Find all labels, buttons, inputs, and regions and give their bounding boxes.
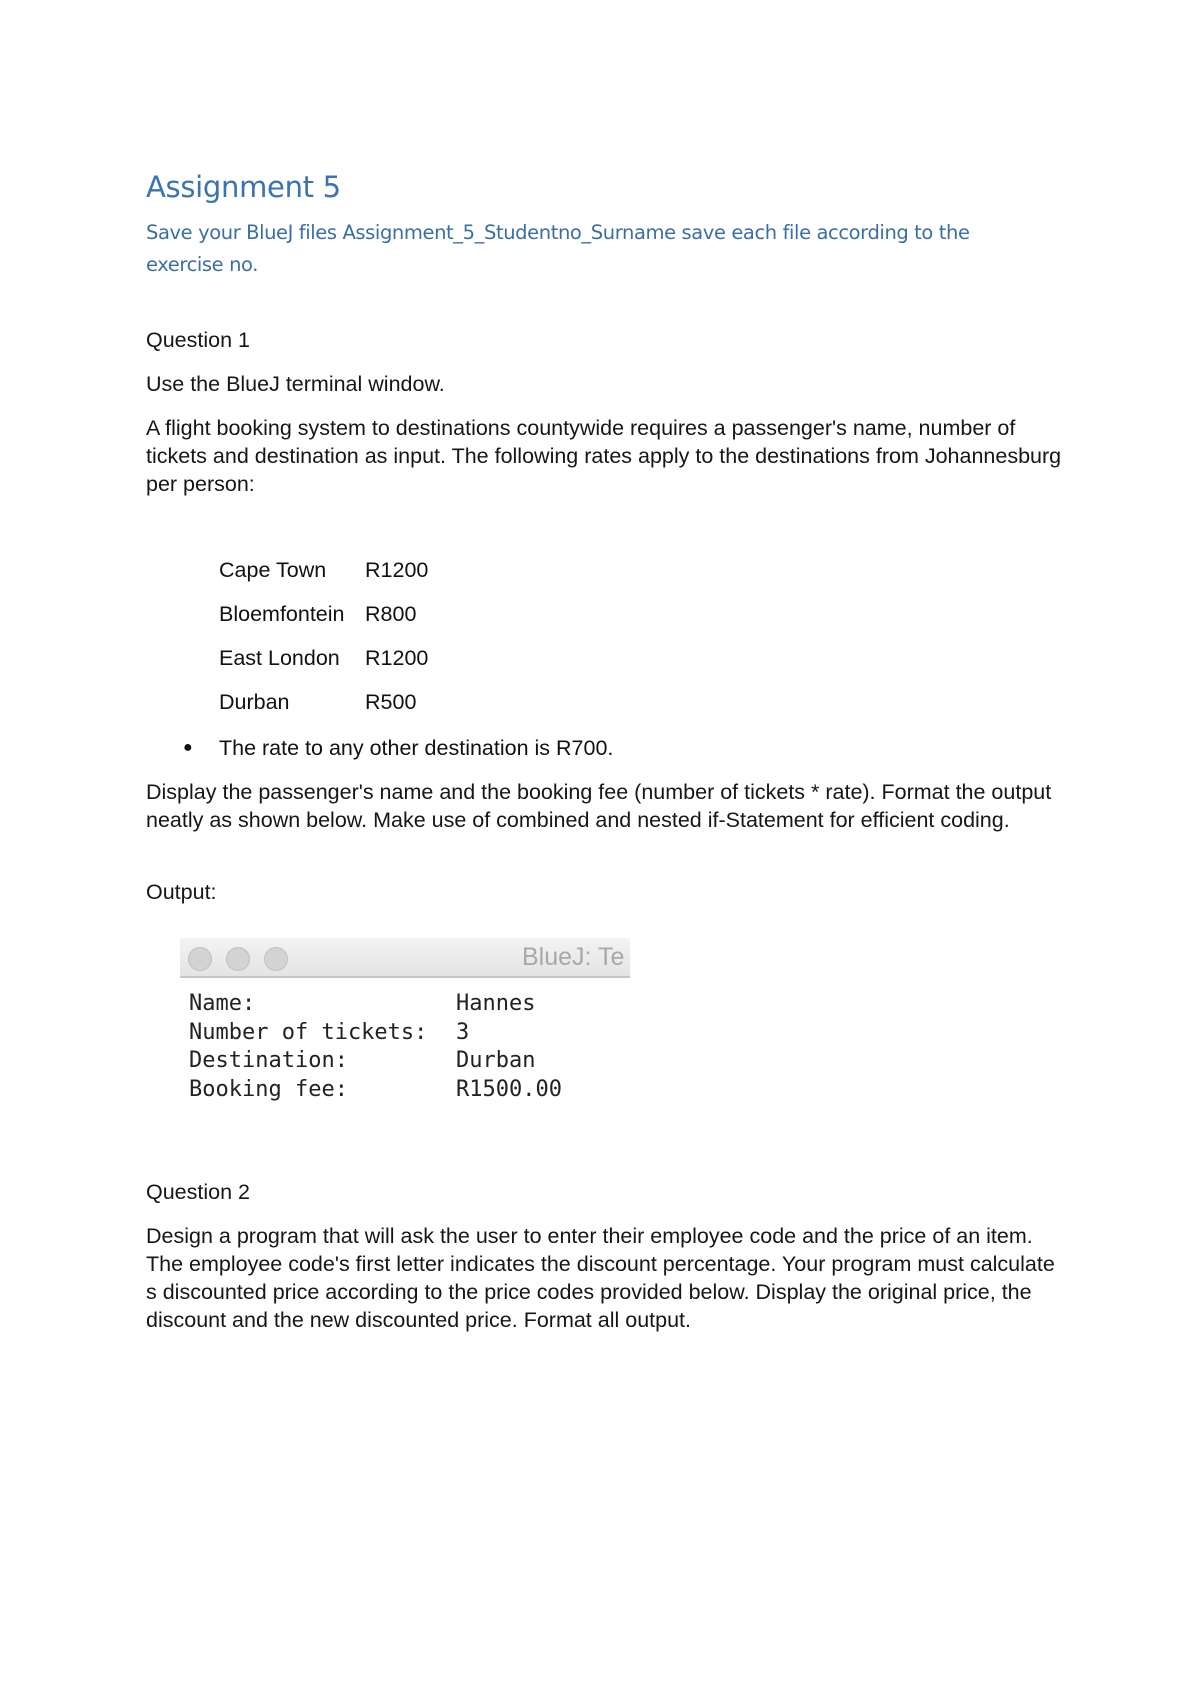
terminal-row <box>189 1076 630 1105</box>
terminal-title: BlueJ: Te <box>522 943 625 971</box>
bullet-item <box>183 734 613 762</box>
terminal-label: Booking fee: <box>189 1076 348 1102</box>
terminal-label: Number of tickets: <box>189 1019 428 1045</box>
close-dot-icon <box>188 947 212 971</box>
rate-row <box>219 644 428 688</box>
terminal-row <box>189 1019 630 1048</box>
terminal-row <box>189 990 630 1019</box>
rate-destination: Durban <box>219 690 290 714</box>
zoom-dot-icon <box>264 947 288 971</box>
terminal-window-screenshot <box>180 938 630 1118</box>
question-2-heading: Question 2 <box>146 1180 250 1204</box>
question-2-paragraph: Design a program that will ask the user to enter their employee code and the price of an item. The employee code's first letter indicates the discount percentage. Your program must calculate s discounted price according to the price codes provided below. Display the original price, the discount and the new discounted price. Format all output. <box>146 1224 1055 1332</box>
page-subtitle: Save your BlueJ files Assignment_5_Studentno_Surname save each file according to the exercise no. <box>146 221 970 276</box>
terminal-label: Destination: <box>189 1048 348 1073</box>
rate-destination: East London <box>219 646 340 670</box>
question-1-instructions: Display the passenger's name and the booking fee (number of tickets * rate). Format the output neatly as shown below. Make use of combined and nested if-Statement for efficient coding. <box>146 780 1052 832</box>
output-label: Output: <box>146 880 217 904</box>
terminal-row <box>189 1047 630 1076</box>
rate-row <box>219 556 428 600</box>
rate-row <box>219 600 428 644</box>
bullet-icon: ● <box>183 739 193 756</box>
page-title: Assignment 5 <box>146 170 341 204</box>
terminal-label: Name: <box>189 991 256 1016</box>
rate-value: R500 <box>365 690 417 714</box>
question-1-intro: Use the BlueJ terminal window. <box>146 372 445 396</box>
terminal-title-bar <box>180 938 630 978</box>
rate-value: R800 <box>365 602 417 626</box>
bullet-text: The rate to any other destination is R700. <box>219 736 614 760</box>
rates-list <box>219 556 428 732</box>
rate-row <box>219 688 428 732</box>
rate-destination: Bloemfontein <box>219 602 345 626</box>
rate-value: R1200 <box>365 558 429 582</box>
question-1-paragraph: A flight booking system to destinations countywide requires a passenger's name, number of tickets and destination as input. The following rates apply to the destinations from Johannesburg per person: <box>146 416 1062 496</box>
terminal-value: Hannes <box>456 991 536 1016</box>
question-1-heading: Question 1 <box>146 328 250 352</box>
terminal-value: R1500.00 <box>456 1076 562 1102</box>
terminal-value: Durban <box>456 1048 536 1073</box>
terminal-value: 3 <box>456 1019 470 1045</box>
terminal-output <box>180 978 630 1104</box>
minimize-dot-icon <box>226 947 250 971</box>
rate-value: R1200 <box>365 646 429 670</box>
rate-destination: Cape Town <box>219 558 327 582</box>
